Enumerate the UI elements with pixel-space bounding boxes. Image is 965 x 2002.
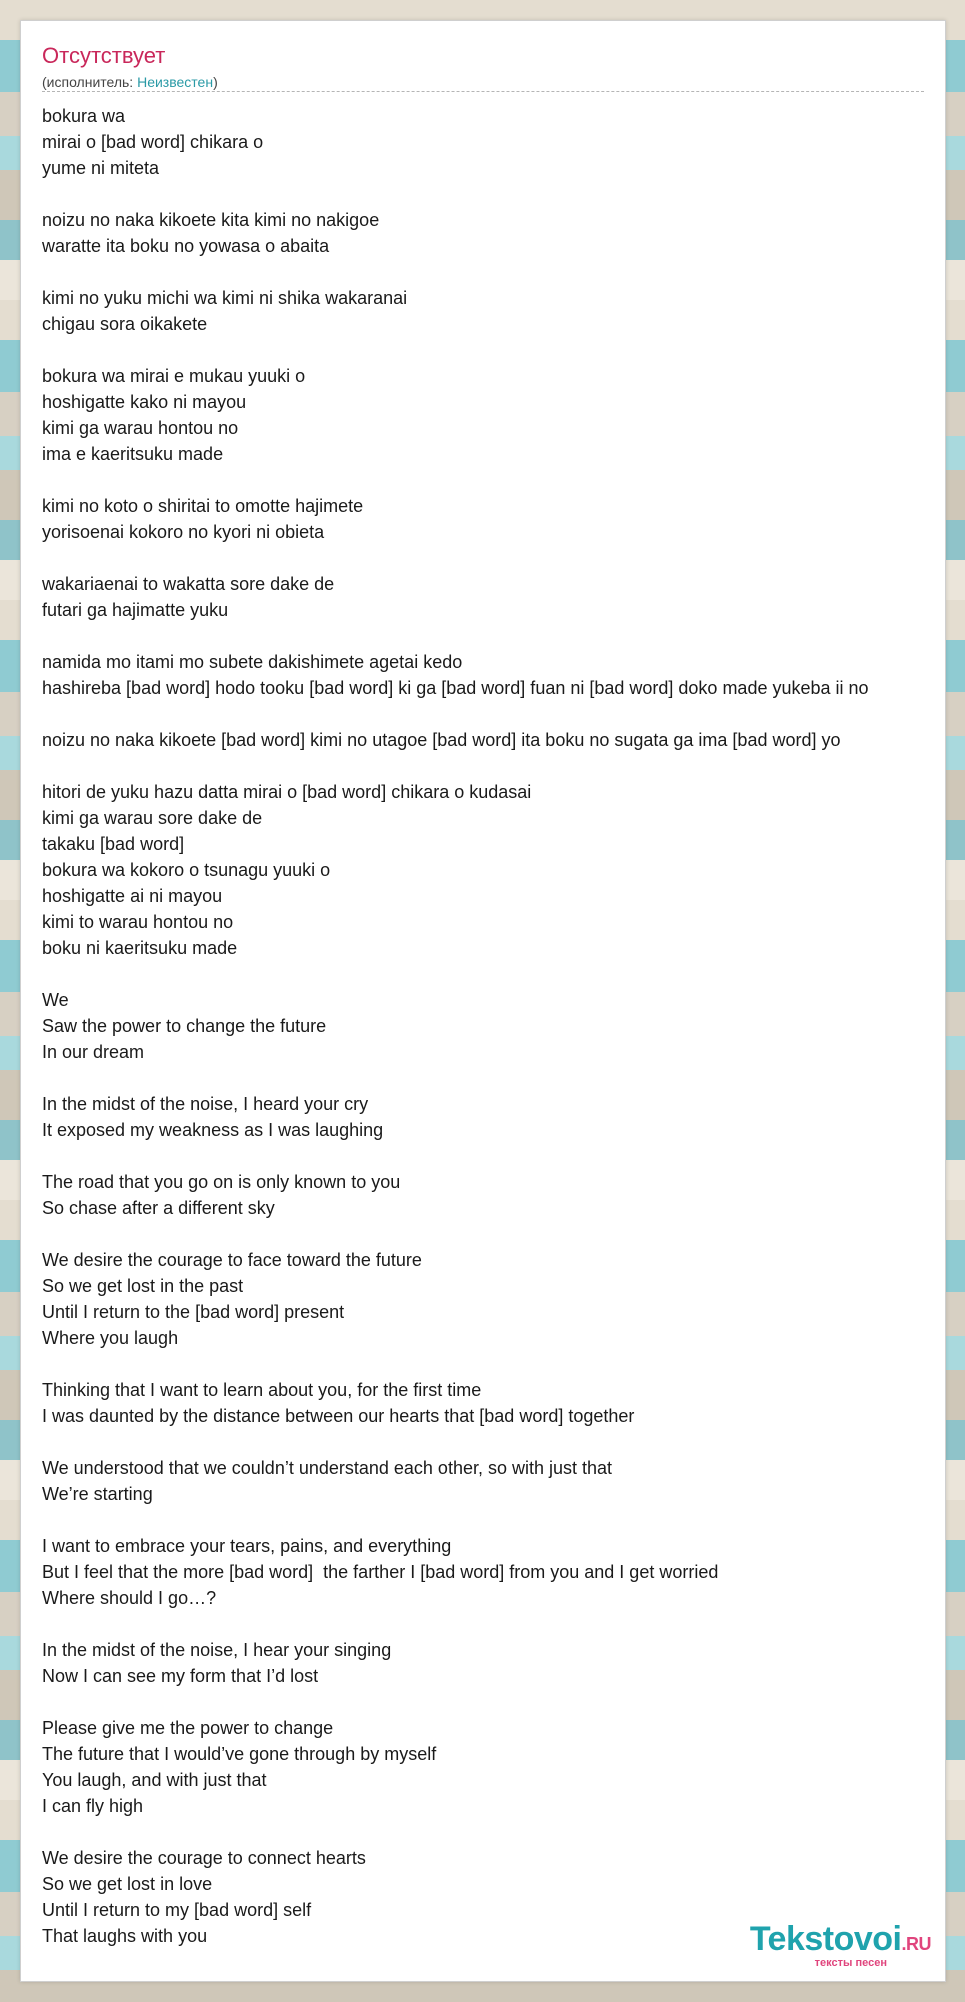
lyric-line: mirai o [bad word] chikara o [42, 132, 264, 152]
lyric-line: hashireba [bad word] hodo tooku [bad word] ki ga [bad word] fuan ni [bad word] doko made yukeba ii no [42, 678, 869, 698]
lyric-line: waratte ita boku no yowasa o abaita [42, 236, 330, 256]
stanza-break [42, 337, 946, 363]
lyric-line: We desire the courage to connect hearts [42, 1848, 366, 1868]
title-divider [42, 91, 924, 92]
lyric-line: chigau sora oikakete [42, 314, 208, 334]
stanza-break [42, 1507, 946, 1533]
lyric-line: I want to embrace your tears, pains, and everything [42, 1536, 452, 1556]
lyric-line: hoshigatte ai ni mayou [42, 886, 223, 906]
lyric-line: In the midst of the noise, I heard your cry [42, 1094, 369, 1114]
artist-line [42, 74, 218, 90]
artist-prefix: (исполнитель: [42, 74, 138, 90]
lyric-line: Until I return to my [bad word] self [42, 1900, 312, 1920]
stanza-break [42, 467, 946, 493]
lyrics-text [42, 103, 946, 1949]
lyric-line: hoshigatte kako ni mayou [42, 392, 247, 412]
lyric-line: namida mo itami mo subete dakishimete agetai kedo [42, 652, 463, 672]
lyric-line: wakariaenai to wakatta sore dake de [42, 574, 335, 594]
stanza-break [42, 545, 946, 571]
lyric-line: kimi ga warau hontou no [42, 418, 239, 438]
lyric-line: But I feel that the more [bad word] the farther I [bad word] from you and I get worried [42, 1562, 719, 1582]
lyric-line: We desire the courage to face toward the future [42, 1250, 422, 1270]
lyric-line: In our dream [42, 1042, 145, 1062]
logo-tagline: тексты песен [814, 1957, 887, 1969]
lyric-line: I can fly high [42, 1796, 144, 1816]
stanza-break [42, 623, 946, 649]
lyric-line: bokura wa mirai e mukau yuuki o [42, 366, 306, 386]
lyric-line: noizu no naka kikoete kita kimi no nakigoe [42, 210, 380, 230]
lyric-line: kimi ga warau sore dake de [42, 808, 263, 828]
lyric-line: Until I return to the [bad word] present [42, 1302, 345, 1322]
lyric-line: Thinking that I want to learn about you, for the first time [42, 1380, 482, 1400]
lyric-line: yume ni miteta [42, 158, 160, 178]
lyric-line: So we get lost in love [42, 1874, 213, 1894]
stanza-break [42, 1429, 946, 1455]
lyric-line: So chase after a different sky [42, 1198, 275, 1218]
stanza-break [42, 961, 946, 987]
lyric-line: noizu no naka kikoete [bad word] kimi no utagoe [bad word] ita boku no sugata ga ima [bad word] yo [42, 730, 841, 750]
lyric-line: Please give me the power to change [42, 1718, 334, 1738]
lyric-line: ima e kaeritsuku made [42, 444, 224, 464]
stanza-break [42, 181, 946, 207]
lyric-line: Where you laugh [42, 1328, 179, 1348]
lyric-line: takaku [bad word] [42, 834, 185, 854]
lyric-line: bokura wa [42, 106, 126, 126]
lyric-line: Saw the power to change the future [42, 1016, 327, 1036]
logo-main-text: Tekstovoi [749, 1920, 902, 1958]
lyric-line: kimi no koto o shiritai to omotte hajimete [42, 496, 364, 516]
lyric-line: Now I can see my form that I’d lost [42, 1666, 319, 1686]
lyrics-card [20, 20, 946, 1982]
lyric-line: futari ga hajimatte yuku [42, 600, 229, 620]
stanza-break [42, 753, 946, 779]
stanza-break [42, 701, 946, 727]
logo-domain: .RU [901, 1934, 931, 1954]
lyric-line: So we get lost in the past [42, 1276, 244, 1296]
site-logo[interactable] [750, 1922, 931, 1969]
lyric-line: I was daunted by the distance between our hearts that [bad word] together [42, 1406, 635, 1426]
lyric-line: bokura wa kokoro o tsunagu yuuki o [42, 860, 331, 880]
lyric-line: You laugh, and with just that [42, 1770, 267, 1790]
lyric-line: Where should I go…? [42, 1588, 217, 1608]
lyric-line: The future that I would’ve gone through by myself [42, 1744, 437, 1764]
lyric-line: That laughs with you [42, 1926, 208, 1946]
stanza-break [42, 1065, 946, 1091]
lyric-line: It exposed my weakness as I was laughing [42, 1120, 384, 1140]
stanza-break [42, 1143, 946, 1169]
stanza-break [42, 259, 946, 285]
artist-link[interactable]: Неизвестен [137, 74, 214, 90]
lyric-line: hitori de yuku hazu datta mirai o [bad word] chikara o kudasai [42, 782, 532, 802]
lyric-line: We’re starting [42, 1484, 153, 1504]
song-title: Отсутствует [42, 43, 166, 68]
stanza-break [42, 1611, 946, 1637]
lyric-line: boku ni kaeritsuku made [42, 938, 238, 958]
logo-wordmark [750, 1922, 931, 1961]
lyric-line: kimi to warau hontou no [42, 912, 234, 932]
lyric-line: The road that you go on is only known to you [42, 1172, 401, 1192]
stanza-break [42, 1819, 946, 1845]
stanza-break [42, 1221, 946, 1247]
stanza-break [42, 1689, 946, 1715]
lyric-line: We [42, 990, 69, 1010]
lyric-line: We understood that we couldn’t understand each other, so with just that [42, 1458, 613, 1478]
lyric-line: yorisoenai kokoro no kyori ni obieta [42, 522, 325, 542]
stanza-break [42, 1351, 946, 1377]
lyric-line: kimi no yuku michi wa kimi ni shika wakaranai [42, 288, 408, 308]
lyric-line: In the midst of the noise, I hear your singing [42, 1640, 392, 1660]
artist-suffix: ) [213, 74, 218, 90]
